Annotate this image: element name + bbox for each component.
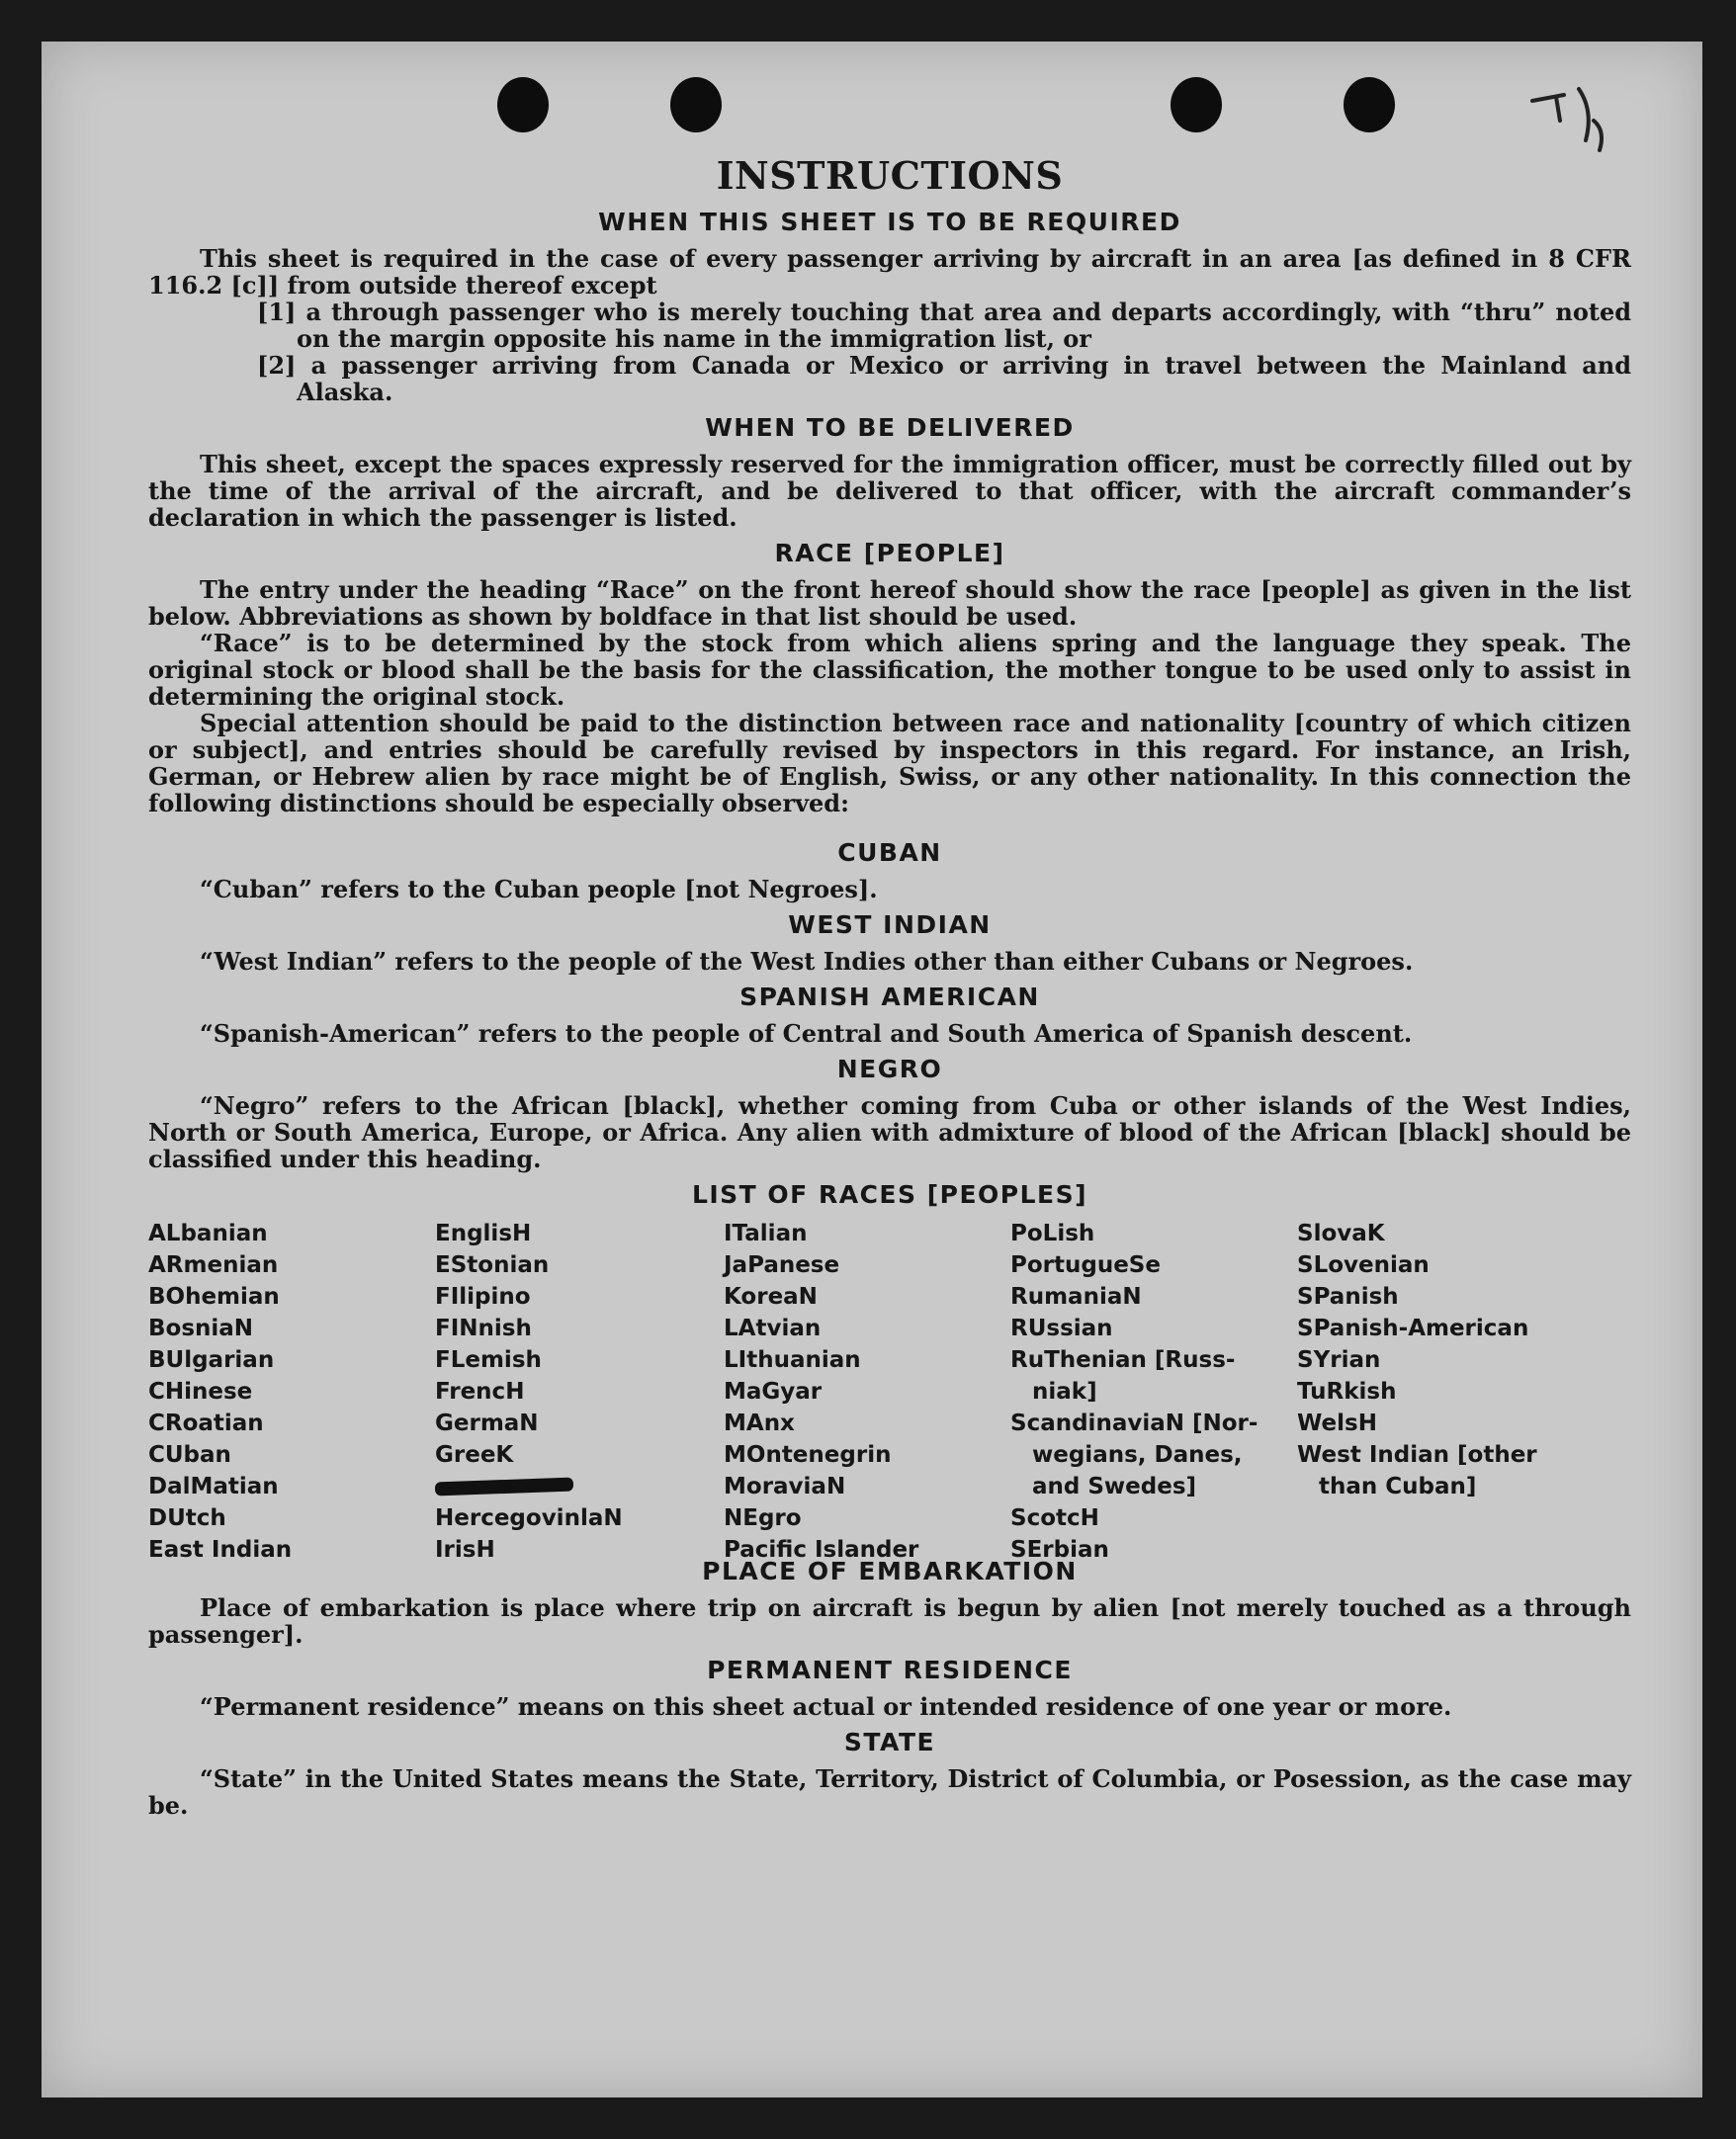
- race-item: EStonian: [435, 1252, 550, 1278]
- paragraph-when-delivered: This sheet, except the spaces expressly reserved for the immigration officer, must be correctly filled out by the time of the arrival of the aircraft, and be delivered to that officer, with the aircraft commander’s declaration in which the passenger is listed.: [148, 450, 1631, 532]
- heading-permanent-residence: PERMANENT RESIDENCE: [707, 1656, 1073, 1684]
- punch-hole-2: [670, 77, 722, 132]
- race-item: RuThenian [Russ-: [1010, 1347, 1236, 1373]
- punch-hole-3: [1171, 77, 1222, 132]
- race-item: JaPanese: [724, 1252, 840, 1278]
- race-item: PortugueSe: [1010, 1252, 1161, 1278]
- race-item: IrisH: [435, 1537, 495, 1563]
- race-item: RUssian: [1010, 1316, 1113, 1341]
- race-item: West Indian [other: [1297, 1442, 1537, 1468]
- heading-cuban: CUBAN: [837, 838, 942, 867]
- heading-negro: NEGRO: [836, 1055, 943, 1083]
- redaction-mark: [435, 1478, 573, 1497]
- heading-embarkation: PLACE OF EMBARKATION: [702, 1557, 1078, 1585]
- race-column-5: [1297, 1218, 1537, 1502]
- paragraph-race-2: “Race” is to be determined by the stock from which aliens spring and the language they speak. The original stock or blood shall be the basis for the classification, the mother tongue to be used only to assist in determining the original stock.: [148, 629, 1631, 711]
- race-item: CUban: [148, 1442, 231, 1468]
- heading-list-of-races: LIST OF RACES [PEOPLES]: [691, 1180, 1088, 1209]
- race-item: East Indian: [148, 1537, 293, 1563]
- paragraph-race-1: The entry under the heading “Race” on the front hereof should show the race [people] as given in the list below. Abbreviations as shown by boldface in that list should be used.: [148, 575, 1631, 631]
- race-item: SPanish: [1297, 1284, 1399, 1310]
- clause-1: [1] a through passenger who is merely touching that area and departs accordingly, with “thru” noted on the margin opposite his name in the immigration list, or: [257, 298, 1631, 353]
- race-item: SlovaK: [1297, 1221, 1385, 1246]
- instructions-content: [148, 152, 1631, 1819]
- race-item: TuRkish: [1297, 1379, 1397, 1405]
- paragraph-race-3: Special attention should be paid to the distinction between race and nationality [country of which citizen or subject], and entries should be carefully revised by inspectors in this regard. For instance, an Irish, German, or Hebrew alien by race might be of English, Swiss, or any other nationality. In this connection the following distinctions should be especially observed:: [148, 709, 1631, 817]
- punch-hole-4: [1344, 77, 1395, 132]
- race-item: ScandinaviaN [Nor-: [1010, 1411, 1259, 1436]
- heading-state: STATE: [843, 1728, 936, 1756]
- race-item: DUtch: [148, 1505, 226, 1531]
- handwritten-mark: [1524, 81, 1613, 160]
- heading-spanish-american: SPANISH AMERICAN: [739, 983, 1040, 1011]
- race-item: RumaniaN: [1010, 1284, 1142, 1310]
- race-item: MAnx: [724, 1411, 795, 1436]
- race-column-1: [148, 1218, 292, 1566]
- race-item: MOntenegrin: [724, 1442, 892, 1468]
- race-item-continued: niak]: [1032, 1379, 1097, 1405]
- race-item: ScotcH: [1010, 1505, 1099, 1531]
- race-item: MoraviaN: [724, 1474, 846, 1499]
- race-item: BosniaN: [148, 1316, 254, 1341]
- heading-west-indian: WEST INDIAN: [788, 910, 992, 939]
- race-item: FLemish: [435, 1347, 542, 1373]
- race-item: SPanish-American: [1297, 1316, 1529, 1341]
- paragraph-negro: “Negro” refers to the African [black], whether coming from Cuba or other islands of the West Indies, North or South America, Europe, or Africa. Any alien with admixture of blood of the African [black] should be classified under this heading.: [148, 1091, 1631, 1173]
- race-item: BOhemian: [148, 1284, 280, 1310]
- race-column-2: [435, 1218, 623, 1566]
- paragraph-cuban: “Cuban” refers to the Cuban people [not Negroes].: [200, 875, 878, 903]
- race-item-continued: and Swedes]: [1032, 1474, 1197, 1499]
- race-item: KoreaN: [724, 1284, 818, 1310]
- race-item: MaGyar: [724, 1379, 823, 1405]
- race-column-4: [1010, 1218, 1258, 1566]
- race-item: SYrian: [1297, 1347, 1381, 1373]
- race-item: CRoatian: [148, 1411, 264, 1436]
- paragraph-embarkation: Place of embarkation is place where trip on aircraft is begun by alien [not merely touched as a through passenger].: [148, 1593, 1631, 1649]
- race-item: CHinese: [148, 1379, 253, 1405]
- race-list: [148, 1218, 1631, 1563]
- race-item: ARmenian: [148, 1252, 279, 1278]
- race-item: LAtvian: [724, 1316, 822, 1341]
- race-item: DalMatian: [148, 1474, 279, 1499]
- paragraph-state: “State” in the United States means the State, Territory, District of Columbia, or Posession, as the case may be.: [148, 1764, 1631, 1820]
- heading-when-required: WHEN THIS SHEET IS TO BE REQUIRED: [598, 208, 1181, 236]
- race-item: FINnish: [435, 1316, 532, 1341]
- race-item: Pacific Islander: [724, 1537, 919, 1563]
- paragraph-west-indian: “West Indian” refers to the people of the West Indies other than either Cubans or Negroes.: [200, 947, 1414, 976]
- race-item: GermaN: [435, 1411, 539, 1436]
- race-item: FrencH: [435, 1379, 525, 1405]
- paragraph-when-required: This sheet is required in the case of every passenger arriving by aircraft in an area [as defined in 8 CFR 116.2 [c]] from outside thereof except: [148, 244, 1631, 299]
- race-item: HercegovinlaN: [435, 1505, 623, 1531]
- race-item: SLovenian: [1297, 1252, 1430, 1278]
- race-item-continued: than Cuban]: [1319, 1474, 1477, 1499]
- race-item: GreeK: [435, 1442, 514, 1468]
- race-item: EnglisH: [435, 1221, 532, 1246]
- race-item: BUlgarian: [148, 1347, 275, 1373]
- race-item-continued: wegians, Danes,: [1032, 1442, 1243, 1468]
- clause-2: [2] a passenger arriving from Canada or Mexico or arriving in travel between the Mainland and Alaska.: [257, 351, 1631, 406]
- paragraph-spanish-american: “Spanish-American” refers to the people of Central and South America of Spanish descent.: [200, 1019, 1413, 1048]
- heading-when-delivered: WHEN TO BE DELIVERED: [705, 413, 1075, 442]
- page-title: INSTRUCTIONS: [716, 153, 1064, 198]
- document-sheet: [42, 42, 1702, 2097]
- race-item: ITalian: [724, 1221, 808, 1246]
- race-column-3: [724, 1218, 918, 1566]
- race-item: PoLish: [1010, 1221, 1095, 1246]
- race-item: FIlipino: [435, 1284, 531, 1310]
- punch-hole-1: [497, 77, 549, 132]
- race-item: SErbian: [1010, 1537, 1109, 1563]
- paragraph-permanent-residence: “Permanent residence” means on this sheet actual or intended residence of one year or more.: [200, 1692, 1452, 1721]
- race-item: LIthuanian: [724, 1347, 861, 1373]
- race-item: NEgro: [724, 1505, 802, 1531]
- race-item: WelsH: [1297, 1411, 1377, 1436]
- race-item: ALbanian: [148, 1221, 268, 1246]
- heading-race: RACE [PEOPLE]: [774, 539, 1005, 567]
- struck-out-entry: [435, 1471, 623, 1502]
